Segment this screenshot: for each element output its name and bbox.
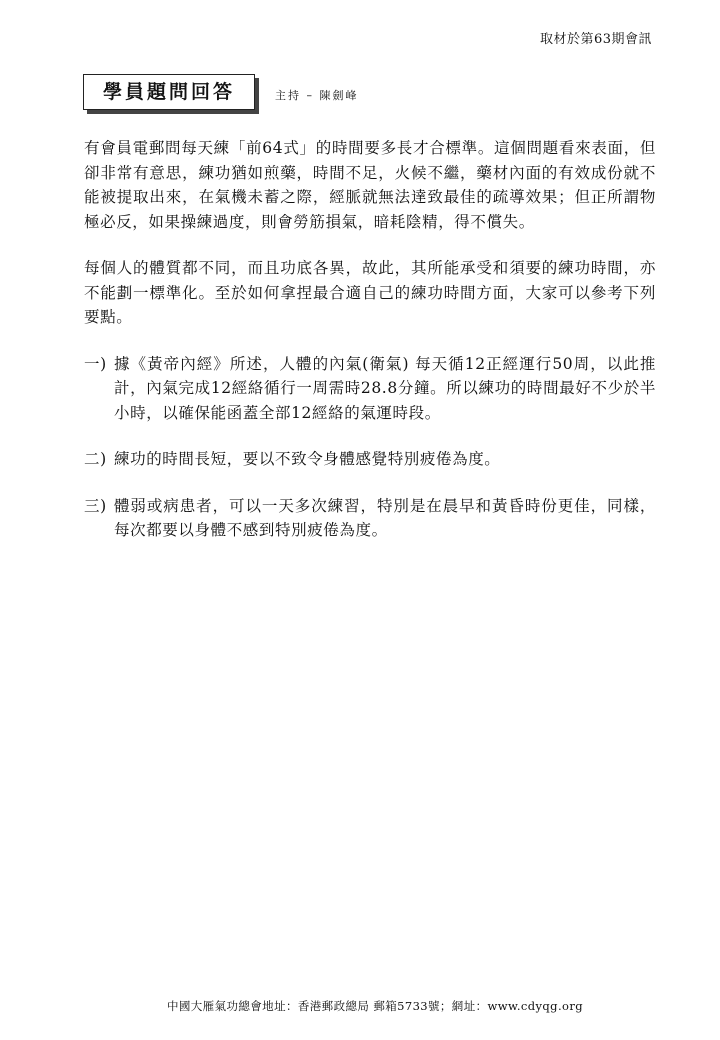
list-item-text: 體弱或病患者，可以一天多次練習，特別是在晨早和黃昏時份更佳，同樣，每次都要以身體不感到特別疲倦為度。 [114, 496, 656, 539]
list-item-text: 練功的時間長短，要以不致令身體感覺特別疲倦為度。 [114, 450, 501, 468]
paragraph: 有會員電郵問每天練「前64式」的時間要多長才合標準。這個問題看來表面，但卻非常有意思，練功猶如煎藥，時間不足，火候不繼，藥材內面的有效成份就不能被提取出來，在氣機未蓄之際，經脈就無法達致最佳的疏導效果；但正所謂物極必反，如果操練過度，則會勞筋損氣，暗耗陰精，得不償失。 [84, 139, 656, 231]
section-title: 學員題問回答 [83, 74, 255, 110]
list-item [84, 352, 656, 426]
host-credit: 主持 – 陳劍峰 [275, 89, 359, 102]
list-item-number: 三) [84, 496, 107, 515]
page-footer: 中國大雁氣功總會地址：香港郵政總局 郵箱5733號；網址：www.cdyqg.org [166, 999, 583, 1013]
source-note: 取材於第63期會訊 [539, 32, 652, 47]
list-item-number: 二) [84, 450, 107, 468]
list-item-text: 據《黃帝內經》所述，人體的內氣(衛氣) 每天循12正經運行50周，以此推計，內氣完成12經絡循行一周需時28.8分鐘。所以練功的時間最好不少於半小時，以確保能函蓋全部12經絡的氣運時段。 [114, 354, 656, 422]
list-item [84, 447, 656, 472]
article-body [84, 136, 656, 565]
list-item-number: 一) [84, 354, 107, 373]
list-item [84, 494, 656, 543]
paragraph: 每個人的體質都不同，而且功底各異，故此，其所能承受和須要的練功時間，亦不能劃一標準化。至於如何拿捏最合適自己的練功時間方面，大家可以參考下列要點。 [84, 259, 656, 326]
